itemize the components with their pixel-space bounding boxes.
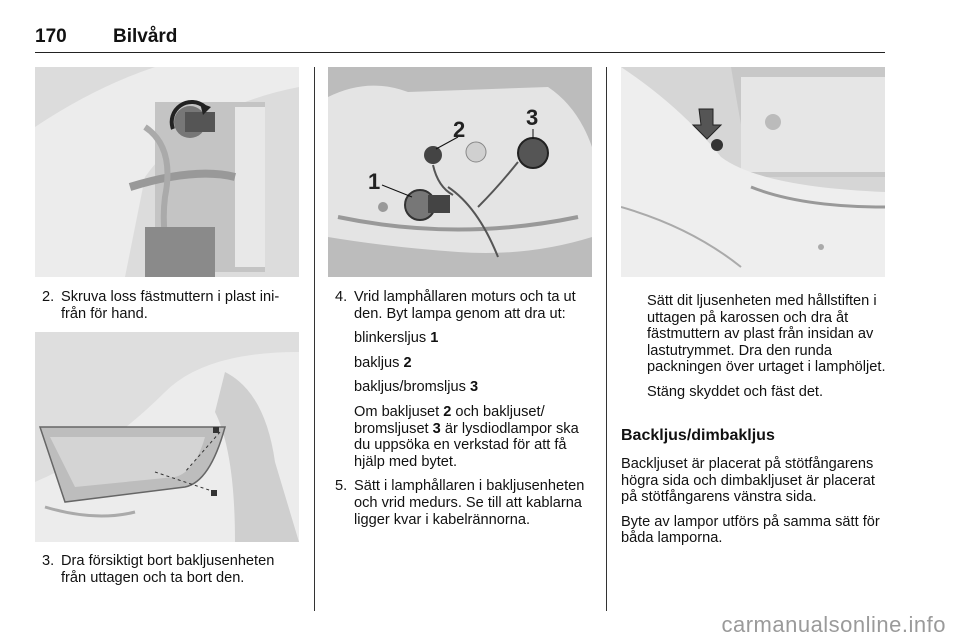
bulb-3: bakljus/bromsljus 3 bbox=[354, 379, 479, 396]
figure-bulb-holders bbox=[328, 67, 592, 277]
step-2-text: 2. Skruva loss fästmuttern i plast inifrån för hand. bbox=[42, 289, 280, 322]
replacement-paragraph: Byte av lampor utförs på samma sätt för båda lamporna. bbox=[621, 513, 880, 547]
figure-bulb-holders-drawing bbox=[328, 67, 592, 277]
section-title: Bilvård bbox=[113, 26, 178, 47]
step-5-text: 5. Sätt i lamphållaren i bakljusenheten och vrid medurs. Se till att kablarna ligger kvar i kabelrännorna. bbox=[335, 478, 585, 528]
page-header bbox=[35, 22, 885, 53]
watermark: carmanualsonline.info bbox=[721, 612, 946, 637]
page-number: 170 bbox=[35, 26, 67, 47]
figure-label-1: 1 bbox=[368, 169, 381, 194]
middle-column-text bbox=[328, 289, 596, 528]
figure-label-3: 3 bbox=[526, 105, 539, 130]
right-column-text bbox=[621, 293, 889, 401]
figure-fastening-nut-drawing bbox=[35, 67, 299, 277]
column-divider-1 bbox=[314, 67, 315, 611]
subsection-heading: Backljus/dimbakljus bbox=[621, 427, 775, 444]
bulb-2: bakljus 2 bbox=[354, 354, 412, 371]
column-divider-2 bbox=[606, 67, 607, 611]
close-cover-paragraph: Stäng skyddet och fäst det. bbox=[647, 383, 824, 400]
figure-light-unit bbox=[35, 332, 299, 542]
figure-label-2: 2 bbox=[453, 117, 466, 142]
figure-car-rear bbox=[621, 67, 885, 277]
step-3-text: 3. Dra försiktigt bort bakljusenheten från uttagen och ta bort den. bbox=[42, 553, 275, 586]
bulb-1: blinkersljus 1 bbox=[354, 330, 439, 347]
backup-lights-text bbox=[621, 456, 889, 547]
figure-light-unit-drawing bbox=[35, 332, 299, 542]
led-note: Om bakljuset 2 och bakljuset/ bromsljuset 3 är lysdiodlampor ska du uppsöka en verkstad för att få hjälp med bytet. bbox=[354, 403, 579, 470]
refit-paragraph: Sätt dit ljusenheten med hållstiften i uttagen på karossen och dra åt fästmuttern av plast från insidan av lastutrymmet. Dra den runda packningen över urtaget i lamphöljet. bbox=[647, 293, 886, 376]
step-4-text: 4. Vrid lamphållaren moturs och ta ut den. Byt lampa genom att dra ut: bbox=[335, 289, 576, 322]
figure-car-rear-drawing bbox=[621, 67, 885, 277]
backup-location-paragraph: Backljuset är placerat på stötfångarens högra sida och dimbakljuset är placerat på stötfångarens vänstra sida. bbox=[621, 456, 875, 506]
figure-fastening-nut bbox=[35, 67, 299, 277]
